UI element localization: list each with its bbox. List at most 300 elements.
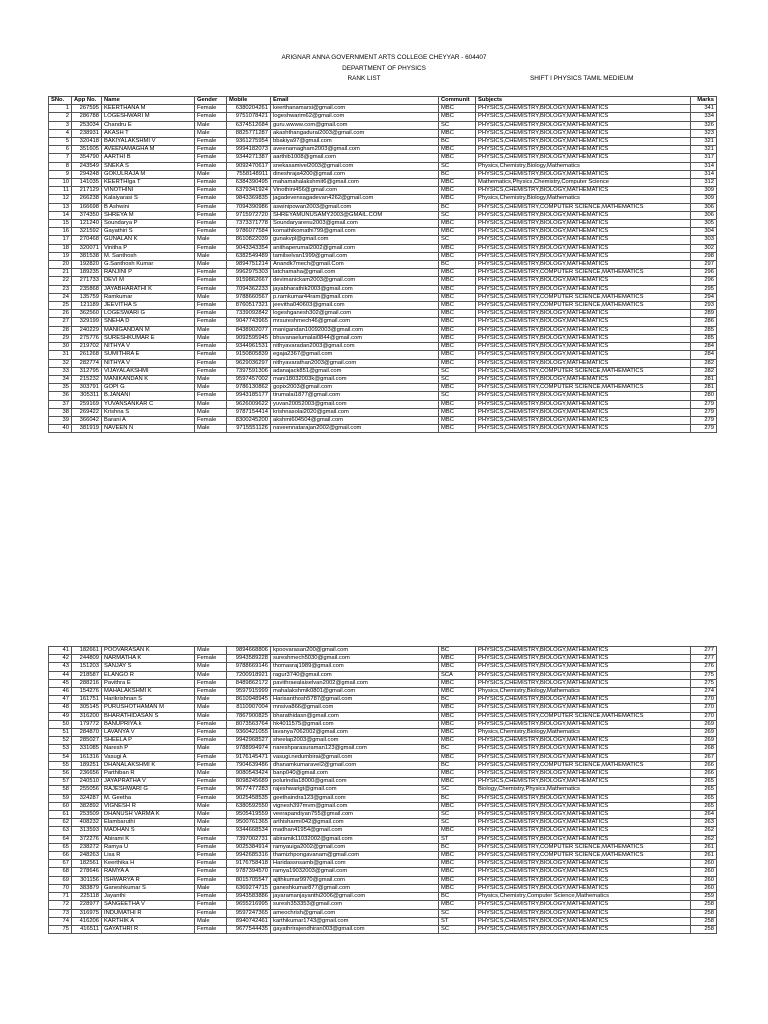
cell-app-no: 244809 [72,655,102,663]
cell-name: Keerthika H [102,860,195,868]
cell-gender: Female [195,909,227,917]
table-row [49,860,717,868]
cell-name: RAMYA A [102,868,195,876]
cell-app-no: 141035 [72,179,102,187]
cell-gender: Female [195,416,227,424]
cell-mobile: 9176758418 [227,860,271,868]
col-header-community: Communit [439,97,476,105]
cell-subjects: PHYSICS,CHEMISTRY,BIOLOGY,MATHEMATICS [476,876,691,884]
cell-marks: 277 [691,655,717,663]
cell-community: MBC [439,146,476,154]
cell-marks: 276 [691,663,717,671]
cell-name: LOGESWARI G [102,310,195,318]
cell-email: tamilselvan1999@gmail.com [271,252,439,260]
cell-subjects: PHYSICS,CHEMISTRY,BIOLOGY,MATHEMATICS [476,868,691,876]
table-row [49,786,717,794]
table-row [49,647,717,655]
cell-sno: 50 [49,720,72,728]
cell-sno: 75 [49,925,72,933]
cell-gender: Female [195,105,227,113]
cell-sno: 71 [49,893,72,901]
cell-subjects: PHYSICS,CHEMISTRY,BIOLOGY,MATHEMATICS [476,720,691,728]
table-row [49,302,717,310]
cell-email: yuvan20052003@gmail.com [271,400,439,408]
cell-name: DEVI M [102,277,195,285]
cell-mobile: 6382549489 [227,252,271,260]
cell-marks: 296 [691,277,717,285]
cell-marks: 296 [691,269,717,277]
cell-app-no: 154276 [72,688,102,696]
cell-marks: 270 [691,704,717,712]
cell-community: MBC [439,154,476,162]
cell-email: adanajack851@gmail.com [271,367,439,375]
cell-community: MBC [439,228,476,236]
cell-gender: Male [195,425,227,433]
cell-email: akshmi604504@gmail.com [271,416,439,424]
cell-email: bbakiya97@gmail.com [271,138,439,146]
cell-mobile: 9994182073 [227,146,271,154]
cell-name: GAYATHRI R [102,925,195,933]
cell-marks: 275 [691,679,717,687]
cell-app-no: 362560 [72,310,102,318]
cell-mobile: 8300245200 [227,416,271,424]
cell-community: SC [439,211,476,219]
cell-sno: 4 [49,129,72,137]
cell-marks: 304 [691,228,717,236]
cell-sno: 66 [49,852,72,860]
cell-subjects: PHYSICS,CHEMISTRY,COMPUTER SCIENCE,MATHEMATICS [476,302,691,310]
cell-name: NARMATHA K [102,655,195,663]
cell-sno: 57 [49,778,72,786]
cell-name: BANUPRIYA.k [102,720,195,728]
cell-mobile: 9597247365 [227,909,271,917]
cell-sno: 12 [49,195,72,203]
table-row [49,146,717,154]
cell-gender: Male [195,704,227,712]
cell-subjects: PHYSICS,CHEMISTRY,BIOLOGY,MATHEMATICS [476,737,691,745]
cell-subjects: PHYSICS,CHEMISTRY,BIOLOGY,MATHEMATICS [476,220,691,228]
cell-app-no: 240229 [72,326,102,334]
cell-mobile: 6380204261 [227,105,271,113]
cell-sno: 31 [49,351,72,359]
cell-app-no: 261268 [72,351,102,359]
cell-app-no: 179772 [72,720,102,728]
cell-name: SHEELA P [102,737,195,745]
cell-email: mahamahalakshmit6@gmail.com [271,179,439,187]
table-row [49,876,717,884]
cell-community: SC [439,811,476,819]
cell-gender: Male [195,334,227,342]
cell-email: ganeshkumar877@gmail.com [271,884,439,892]
table-row [49,252,717,260]
cell-email: jayabharathik2003@gmail.com [271,285,439,293]
cell-community: MBC [439,416,476,424]
cell-mobile: 9360421055 [227,729,271,737]
cell-marks: 258 [691,909,717,917]
table-row [49,138,717,146]
cell-app-no: 288216 [72,679,102,687]
cell-subjects: PHYSICS,CHEMISTRY,BIOLOGY,MATHEMATICS [476,129,691,137]
table-row [49,778,717,786]
cell-community: SC [439,236,476,244]
cell-community: MBC [439,359,476,367]
cell-email: hk4011575@gmail.com [271,720,439,728]
cell-sno: 45 [49,679,72,687]
cell-sno: 7 [49,154,72,162]
cell-community: BC [439,647,476,655]
table-row [49,236,717,244]
cell-sno: 23 [49,285,72,293]
cell-gender: Male [195,884,227,892]
cell-community: MBC [439,400,476,408]
cell-gender: Male [195,770,227,778]
cell-name: Barani A [102,416,195,424]
cell-app-no: 236656 [72,770,102,778]
table-row [49,416,717,424]
cell-sno: 18 [49,244,72,252]
cell-mobile: 9150805839 [227,351,271,359]
cell-sno: 32 [49,359,72,367]
cell-subjects: PHYSICS,CHEMISTRY,BIOLOGY,MATHEMATICS [476,647,691,655]
cell-gender: Female [195,179,227,187]
cell-app-no: 270468 [72,236,102,244]
cell-community: BC [439,794,476,802]
cell-app-no: 416511 [72,925,102,933]
cell-community: BC [439,843,476,851]
cell-gender: Female [195,187,227,195]
cell-marks: 267 [691,753,717,761]
cell-community: MBC [439,113,476,121]
cell-community: SC [439,121,476,129]
cell-sno: 37 [49,400,72,408]
table-row [49,228,717,236]
cell-name: Harikrishnan S [102,696,195,704]
cell-mobile: 9894668806 [227,647,271,655]
cell-email: gunakvpl@gmail.com [271,236,439,244]
cell-subjects: PHYSICS,CHEMISTRY,BIOLOGY,MATHEMATICS [476,113,691,121]
cell-community: BC [439,170,476,178]
cell-gender: Male [195,745,227,753]
cell-marks: 260 [691,876,717,884]
cell-email: snekasamivel2003@gmail.com [271,162,439,170]
cell-sno: 41 [49,647,72,655]
cell-gender: Male [195,236,227,244]
cell-subjects: PHYSICS,CHEMISTRY,BIOLOGY,MATHEMATICS [476,819,691,827]
cell-gender: Male [195,408,227,416]
cell-gender: Male [195,252,227,260]
table-row [49,170,717,178]
cell-subjects: PHYSICS,CHEMISTRY,BIOLOGY,MATHEMATICS [476,392,691,400]
cell-community: MBC [439,655,476,663]
cell-sno: 42 [49,655,72,663]
cell-email: dineshraja4200@gmail.com [271,170,439,178]
cell-sno: 73 [49,909,72,917]
cell-community: ST [439,917,476,925]
cell-sno: 46 [49,688,72,696]
cell-sno: 63 [49,827,72,835]
cell-name: Ramya U [102,843,195,851]
cell-community: MBC [439,187,476,195]
table-row [49,770,717,778]
table-row [49,310,717,318]
cell-mobile: 9786077584 [227,228,271,236]
cell-email: bhuvanaelumalai0844@gmail.com [271,334,439,342]
cell-community: BC [439,203,476,211]
cell-marks: 284 [691,343,717,351]
cell-community: BC [439,261,476,269]
table-row [49,220,717,228]
cell-gender: Female [195,753,227,761]
cell-name: MANIGANDAN M [102,326,195,334]
cell-subjects: PHYSICS,CHEMISTRY,BIOLOGY,MATHEMATICS [476,170,691,178]
col-header-app-no: App No. [72,97,102,105]
cell-subjects: PHYSICS,CHEMISTRY,BIOLOGY,MATHEMATICS [476,696,691,704]
cell-app-no: 271733 [72,277,102,285]
rank-table-page-2 [48,646,717,934]
cell-subjects: PHYSICS,CHEMISTRY,BIOLOGY,MATHEMATICS [476,105,691,113]
cell-email: thamizhpongavanam@gmail.com [271,852,439,860]
cell-subjects: PHYSICS,CHEMISTRY,BIOLOGY,MATHEMATICS [476,310,691,318]
cell-name: NITHYA V [102,359,195,367]
cell-email: jayaramanjayanthi2006@gmail.com [271,893,439,901]
cell-subjects: PHYSICS,CHEMISTRY,COMPUTER SCIENCE,MATHEMATICS [476,843,691,851]
cell-subjects: PHYSICS,CHEMISTRY,COMPUTER SCIENCE,MATHEMATICS [476,293,691,301]
cell-name: AARTHI B [102,154,195,162]
cell-name: B Ashwini [102,203,195,211]
cell-name: LOGESHWARI M [102,113,195,121]
cell-marks: 258 [691,901,717,909]
cell-marks: 262 [691,827,717,835]
cell-app-no: 408232 [72,819,102,827]
table-row [49,113,717,121]
cell-app-no: 269422 [72,408,102,416]
cell-marks: 261 [691,843,717,851]
cell-gender: Female [195,655,227,663]
cell-name: AVEENAMAGHA M [102,146,195,154]
cell-sno: 10 [49,179,72,187]
cell-subjects: PHYSICS,CHEMISTRY,BIOLOGY,MATHEMATICS [476,138,691,146]
cell-app-no: 275776 [72,334,102,342]
cell-sno: 1 [49,105,72,113]
cell-mobile: 8110907004 [227,704,271,712]
cell-subjects: PHYSICS,CHEMISTRY,BIOLOGY,MATHEMATICS [476,884,691,892]
cell-mobile: 7397002731 [227,835,271,843]
cell-subjects: PHYSICS,CHEMISTRY,COMPUTER SCIENCE,MATHEMATICS [476,761,691,769]
cell-community: SC [439,392,476,400]
cell-gender: Male [195,802,227,810]
col-header-email: Email [271,97,439,105]
cell-marks: 269 [691,729,717,737]
table-row [49,729,717,737]
cell-community: SC [439,925,476,933]
cell-gender: Male [195,671,227,679]
cell-sno: 24 [49,293,72,301]
cell-name: Parthiban R [102,770,195,778]
cell-subjects: Physics,Chemistry,Biology,Mathematics [476,195,691,203]
cell-gender: Female [195,195,227,203]
cell-community: MBC [439,408,476,416]
table-row [49,925,717,933]
cell-mobile: 9025384914 [227,843,271,851]
table-row [49,425,717,433]
cell-subjects: PHYSICS,CHEMISTRY,BIOLOGY,MATHEMATICS [476,704,691,712]
col-header-sno: SNo. [49,97,72,105]
cell-community: SC [439,375,476,383]
cell-mobile: 8760517321 [227,302,271,310]
cell-app-no: 192820 [72,261,102,269]
cell-mobile: 9788994974 [227,745,271,753]
cell-email: akashthangadurai2003@gmail.com [271,129,439,137]
cell-subjects: PHYSICS,CHEMISTRY,BIOLOGY,MATHEMATICS [476,416,691,424]
cell-mobile: 9597915999 [227,688,271,696]
cell-mobile: 9047743965 [227,318,271,326]
cell-mobile: 7094362233 [227,285,271,293]
cell-community: SC [439,909,476,917]
cell-email: mani18032003k@gmail.com [271,375,439,383]
cell-community: BC [439,745,476,753]
cell-name: SANGEETHA V [102,901,195,909]
cell-sno: 70 [49,884,72,892]
cell-email: polurindia18000@gmail.com [271,778,439,786]
cell-email: komathikomathi799@gmail.com [271,228,439,236]
cell-app-no: 320418 [72,138,102,146]
cell-app-no: 218587 [72,671,102,679]
cell-mobile: 9597457002 [227,375,271,383]
cell-community: MBC [439,712,476,720]
cell-name: MANIKANDAN K [102,375,195,383]
cell-gender: Male [195,261,227,269]
cell-app-no: 381538 [72,252,102,260]
cell-subjects: PHYSICS,CHEMISTRY,BIOLOGY,MATHEMATICS [476,318,691,326]
cell-subjects: PHYSICS,CHEMISTRY,COMPUTER SCIENCE,MATHEMATICS [476,852,691,860]
cell-mobile: 6369274715 [227,884,271,892]
cell-community: MBC [439,302,476,310]
cell-name: VIJAYALAKSHMI [102,367,195,375]
cell-marks: 269 [691,737,717,745]
cell-email: jeevitha040603@gmail.com [271,302,439,310]
cell-app-no: 331085 [72,745,102,753]
cell-sno: 35 [49,384,72,392]
cell-sno: 44 [49,671,72,679]
cell-community: MBC [439,105,476,113]
cell-name: Ganeshkumar S [102,884,195,892]
cell-sno: 11 [49,187,72,195]
cell-subjects: PHYSICS,CHEMISTRY,BIOLOGY,MATHEMATICS [476,770,691,778]
cell-app-no: 253034 [72,121,102,129]
cell-name: DHANUSH VARMA K [102,811,195,819]
cell-mobile: 7373371778 [227,220,271,228]
table-row [49,384,717,392]
cell-app-no: 121189 [72,302,102,310]
cell-email: mnsiva866@gmail.com [271,704,439,712]
cell-email: tirumalai1877@gmail.com [271,392,439,400]
cell-subjects: PHYSICS,CHEMISTRY,BIOLOGY,MATHEMATICS [476,351,691,359]
cell-community: MBC [439,688,476,696]
cell-sno: 28 [49,326,72,334]
cell-email: aswinipowan2003@gmail.com [271,203,439,211]
cell-gender: Female [195,794,227,802]
cell-name: Abirami K [102,835,195,843]
cell-app-no: 235868 [72,285,102,293]
cell-name: M. Santhosh [102,252,195,260]
cell-name: RAJESHWARI G [102,786,195,794]
table-row [49,868,717,876]
cell-email: mahalakshmik0801@gmail.com [271,688,439,696]
table-row [49,408,717,416]
cell-community: SC [439,162,476,170]
cell-sno: 33 [49,367,72,375]
rank-table-page-1 [48,96,717,433]
cell-email: Soundaryarenu2003@gmail.com [271,220,439,228]
cell-app-no: 182561 [72,860,102,868]
cell-app-no: 285027 [72,737,102,745]
cell-app-no: 161316 [72,753,102,761]
cell-name: POOVARASAN K [102,647,195,655]
table-row [49,129,717,137]
cell-community: MBC [439,351,476,359]
cell-sno: 27 [49,318,72,326]
table-row [49,400,717,408]
cell-gender: Female [195,893,227,901]
cell-subjects: PHYSICS,CHEMISTRY,BIOLOGY,MATHEMATICS [476,326,691,334]
table-row [49,244,717,252]
cell-marks: 265 [691,778,717,786]
cell-mobile: 8610948945 [227,696,271,704]
cell-app-no: 253509 [72,811,102,819]
cell-community: MBC [439,679,476,687]
cell-sno: 40 [49,425,72,433]
table-row [49,375,717,383]
cell-mobile: 9344668534 [227,827,271,835]
cell-name: Gayathiri S [102,228,195,236]
cell-community: MBC [439,770,476,778]
cell-sno: 34 [49,375,72,383]
cell-mobile: 6384390495 [227,179,271,187]
cell-app-no: 266238 [72,195,102,203]
cell-marks: 281 [691,384,717,392]
cell-app-no: 166698 [72,203,102,211]
cell-community: MBC [439,425,476,433]
cell-email: pavithraealaiselvan2002@gmail.com [271,679,439,687]
cell-community: MBC [439,129,476,137]
cell-mobile: 9505419559 [227,811,271,819]
cell-email: jagadevensagadevan4262@gmail.com [271,195,439,203]
cell-mobile: 9500761365 [227,819,271,827]
cell-marks: 258 [691,925,717,933]
cell-marks: 294 [691,293,717,301]
cell-subjects: PHYSICS,CHEMISTRY,BIOLOGY,MATHEMATICS [476,745,691,753]
cell-app-no: 225118 [72,893,102,901]
cell-email: latchamaha@gmail.com [271,269,439,277]
cell-mobile: 7339092842 [227,310,271,318]
cell-marks: 260 [691,884,717,892]
cell-email: manigandan10092003@gmail.com [271,326,439,334]
cell-app-no: 374350 [72,211,102,219]
table-row [49,761,717,769]
cell-gender: Male [195,400,227,408]
cell-app-no: 259169 [72,400,102,408]
col-header-marks: Marks [691,97,717,105]
cell-sno: 55 [49,761,72,769]
table-row [49,663,717,671]
cell-sno: 39 [49,416,72,424]
cell-subjects: PHYSICS,CHEMISTRY,BIOLOGY,MATHEMATICS [476,343,691,351]
table-row [49,154,717,162]
cell-email: bharathidasn@gmail.com [271,712,439,720]
cell-marks: 305 [691,220,717,228]
cell-mobile: 7558148911 [227,170,271,178]
cell-gender: Female [195,901,227,909]
